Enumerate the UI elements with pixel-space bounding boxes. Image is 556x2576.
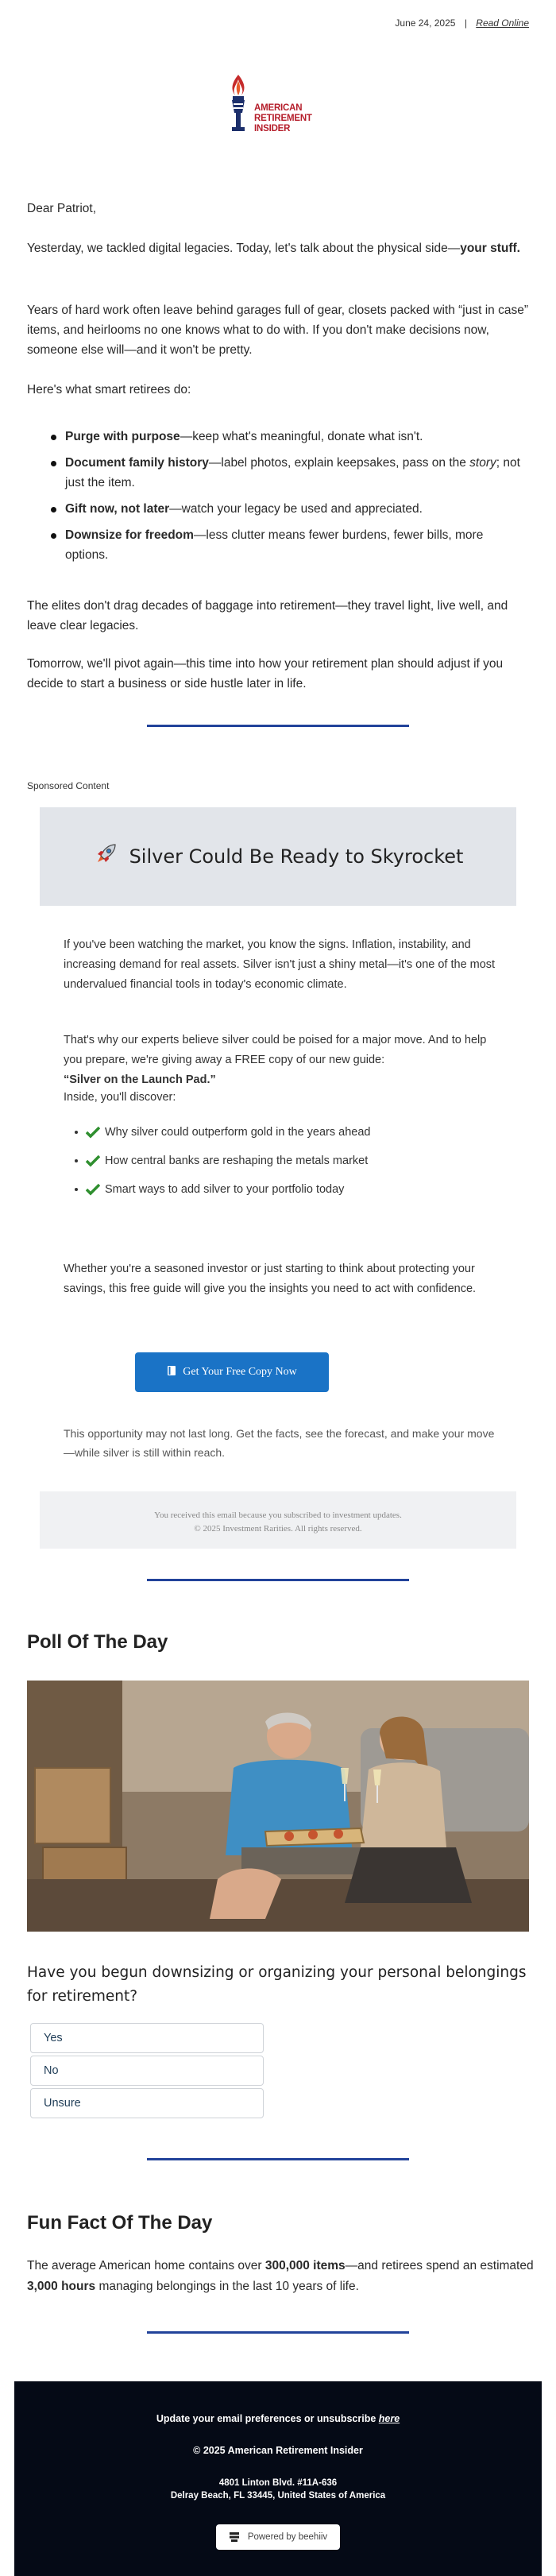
check-icon — [86, 1126, 100, 1139]
separator: | — [464, 17, 467, 29]
fun-fact-heading: Fun Fact Of The Day — [27, 2212, 213, 2234]
sponsored-fineprint: This opportunity may not last long. Get the facts, see the forecast, and make your move—while silver is still within reach. — [64, 1427, 495, 1459]
read-online-link[interactable]: Read Online — [476, 17, 529, 29]
greeting: Dear Patriot, — [27, 202, 97, 215]
list-item: Downsize for freedom—less clutter means fewer burdens, fewer bills, more options. — [44, 525, 521, 565]
section-divider — [147, 2331, 409, 2334]
poll-option-no[interactable]: No — [30, 2056, 264, 2086]
section-divider — [147, 725, 409, 727]
sponsored-paragraph-1: If you've been watching the market, you know the signs. Inflation, instability, and increasing demand for real assets. Silver isn't just a shiny metal—it's one of the most undervalued financial tools in today's economic climate. — [64, 938, 496, 991]
poll-option-unsure[interactable]: Unsure — [30, 2088, 264, 2118]
beehiiv-icon — [229, 2532, 240, 2543]
benefits-list — [71, 1124, 500, 1209]
intro-paragraph-3: Here's what smart retirees do: — [27, 383, 191, 396]
poll-option-yes[interactable]: Yes — [30, 2023, 264, 2053]
hero-title: Silver Could Be Ready to Skyrocket — [129, 845, 464, 868]
check-icon — [86, 1183, 100, 1196]
preferences-line: Update your email preferences or unsubscribe here — [156, 2413, 400, 2424]
poll-photo — [27, 1681, 529, 1932]
list-item: Smart ways to add silver to your portfolio today — [71, 1181, 500, 1198]
legal-line-1: You received this email because you subscribed to investment updates. — [154, 1510, 402, 1520]
section-divider — [147, 2158, 409, 2160]
fun-fact-text: The average American home contains over 300,000 items—and retirees spend an estimated 3,000 hours managing belongings in the last 10 years of life. — [27, 2259, 534, 2293]
powered-by-beehiiv-badge[interactable]: Powered by beehiiv — [216, 2524, 340, 2550]
footer-address: 4801 Linton Blvd. #11A-636 Delray Beach, FL 33445, United States of America — [170, 2478, 386, 2501]
list-item: How central banks are reshaping the metals market — [71, 1152, 500, 1170]
list-item: Gift now, not later—watch your legacy be used and appreciated. — [44, 499, 521, 519]
top-bar — [395, 17, 529, 29]
intro-paragraph-5: Tomorrow, we'll pivot again—this time into how your retirement plan should adjust if you decide to start a business or side hustle later in life. — [27, 657, 504, 690]
get-free-copy-button[interactable] — [135, 1352, 329, 1392]
book-icon — [167, 1365, 176, 1380]
intro-paragraph-2: Years of hard work often leave behind garages full of gear, closets packed with “just in case” items, and heirlooms no one knows what to do with. If you don't make decisions now, someone else will—and it won't be pretty. — [27, 304, 528, 357]
check-icon — [86, 1155, 100, 1167]
sponsored-paragraph-4: Whether you're a seasoned investor or just starting to think about protecting your savings, this free guide will give you the insights you need to act with confidence. — [64, 1263, 477, 1295]
liberty-torch-icon — [222, 72, 254, 143]
footer — [14, 2381, 542, 2576]
issue-date: June 24, 2025 — [395, 17, 456, 29]
sponsored-paragraph-2: That's why our experts believe silver could be poised for a major move. And to help you prepare, we're giving away a FREE copy of our new guide: “Silver on the Launch Pad.” — [64, 1034, 487, 1086]
cta-label: Get Your Free Copy Now — [183, 1366, 297, 1378]
list-item: Document family history—label photos, explain keepsakes, pass on the story; not just the item. — [44, 453, 521, 493]
unsubscribe-link[interactable]: here — [378, 2413, 400, 2424]
rocket-icon — [93, 841, 118, 872]
sponsored-label: Sponsored Content — [27, 780, 110, 791]
sponsored-hero[interactable] — [40, 807, 516, 906]
brand-logo[interactable] — [222, 72, 340, 143]
intro-paragraph-4: The elites don't drag decades of baggage into retirement—they travel light, live well, and leave clear legacies. — [27, 599, 508, 632]
intro-paragraph-1: Yesterday, we tackled digital legacies. Today, let's talk about the physical side—your stuff. — [27, 242, 520, 255]
poll-question: Have you begun downsizing or organizing your personal belongings for retirement? — [27, 1964, 527, 2005]
poll-heading: Poll Of The Day — [27, 1631, 168, 1653]
tips-list — [44, 427, 521, 571]
sponsor-legal-box — [40, 1491, 516, 1549]
brand-wordmark: AMERICAN RETIREMENT INSIDER — [254, 103, 312, 133]
legal-line-2: © 2025 Investment Rarities. All rights reserved. — [194, 1524, 362, 1534]
list-item: Why silver could outperform gold in the years ahead — [71, 1124, 500, 1141]
sponsored-paragraph-3: Inside, you'll discover: — [64, 1091, 176, 1104]
footer-copyright: © 2025 American Retirement Insider — [193, 2445, 363, 2456]
section-divider — [147, 1579, 409, 1581]
list-item: Purge with purpose—keep what's meaningful, donate what isn't. — [44, 427, 521, 447]
